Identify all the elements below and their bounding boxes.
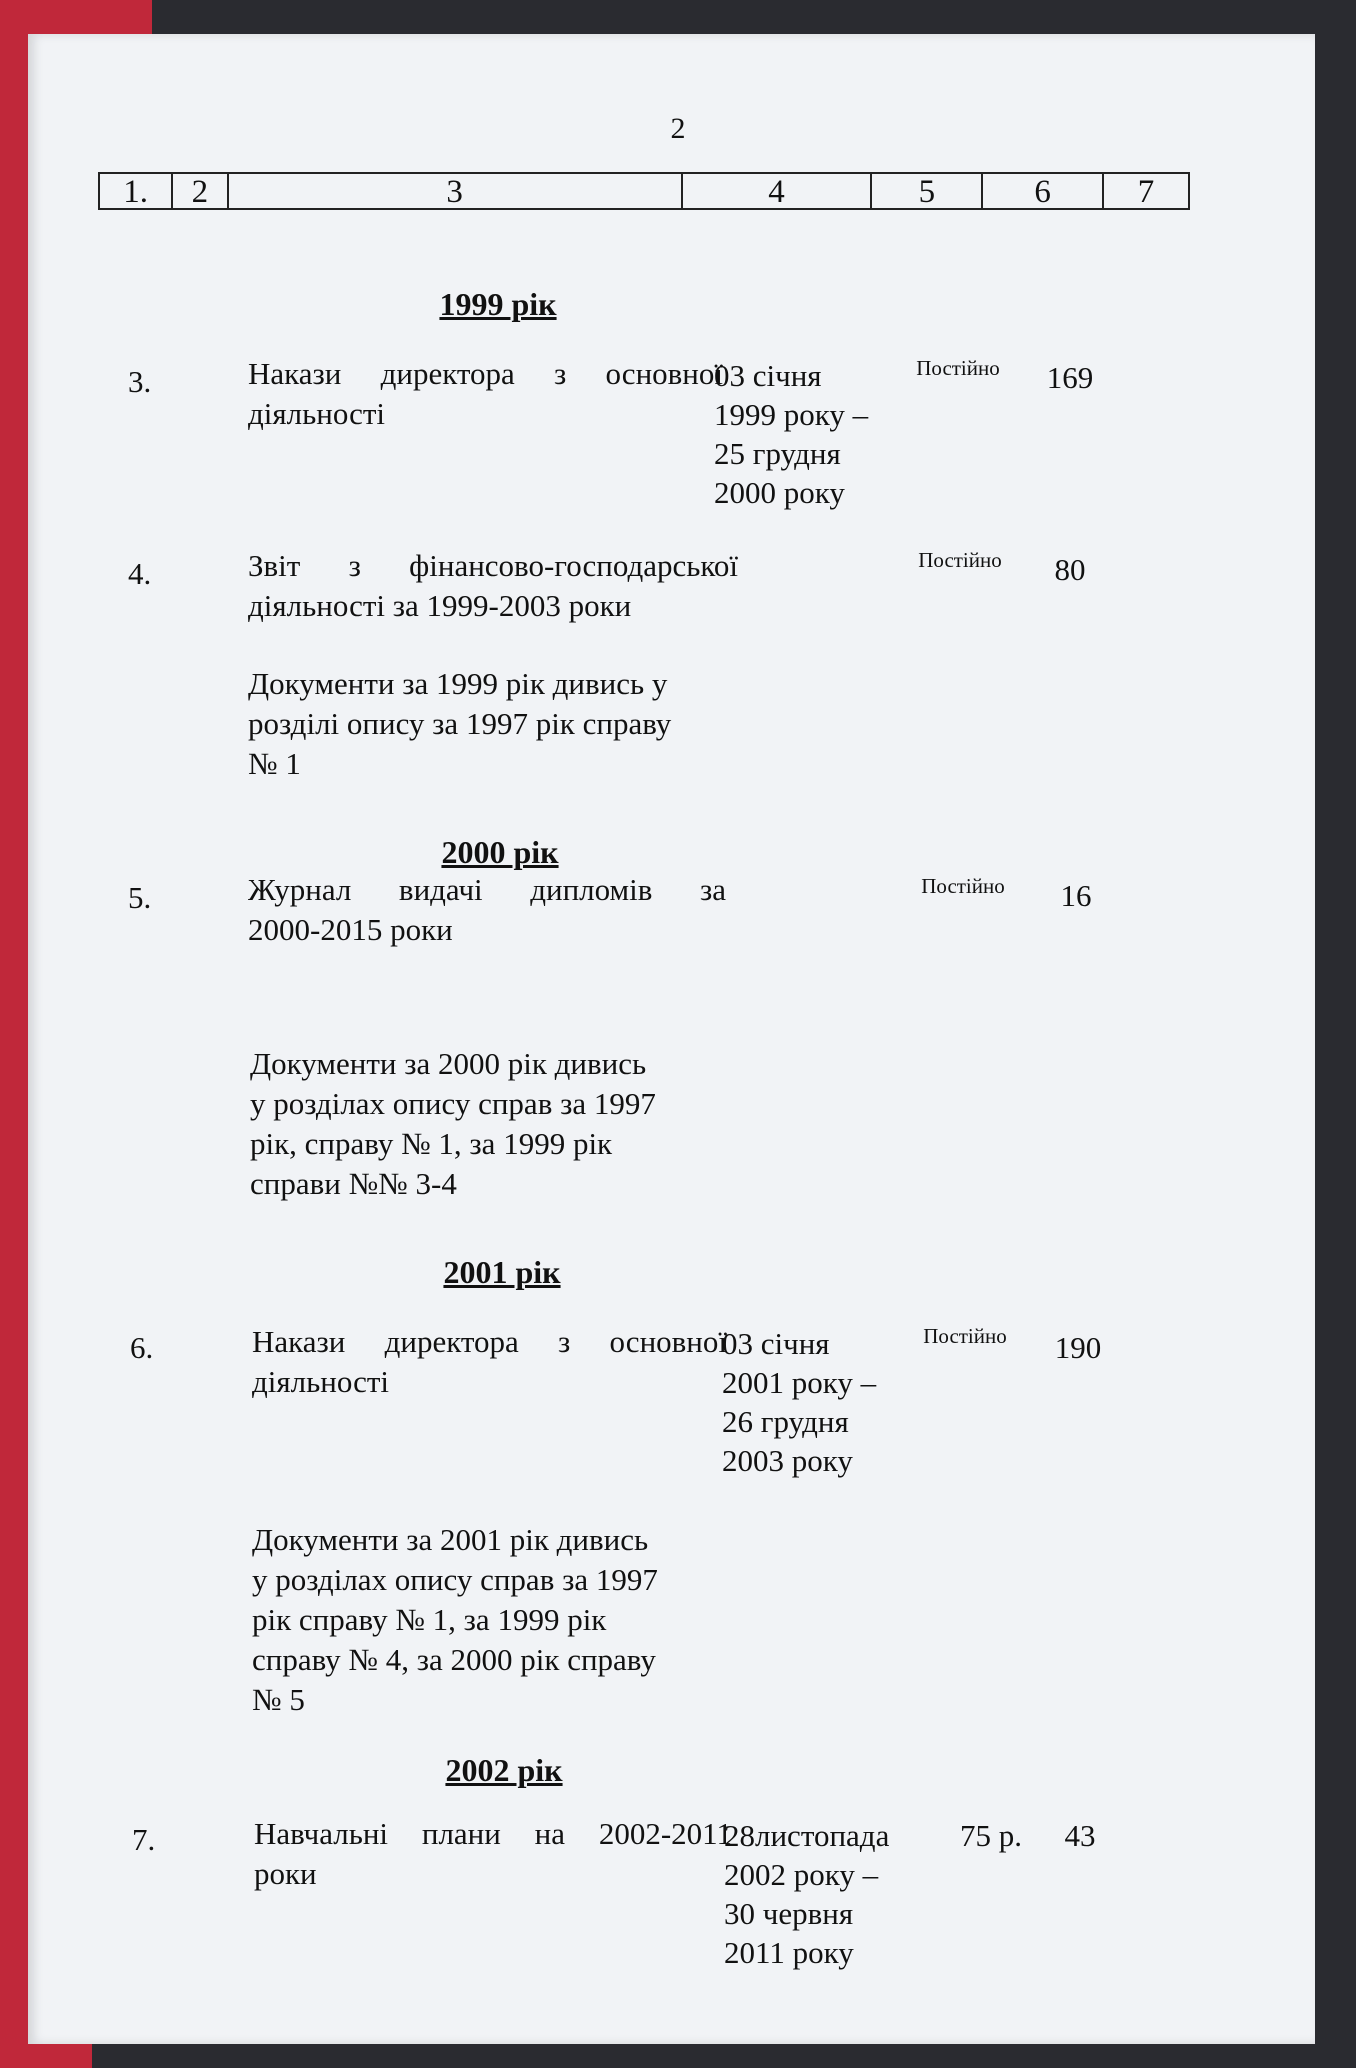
year-heading-2002: 2002 рік	[445, 1752, 563, 1788]
column-header-1: 1.	[100, 174, 173, 208]
entry-number: 7.	[132, 1822, 156, 1857]
document-page	[28, 34, 1315, 2044]
entry-sheet-count: 80	[1054, 552, 1086, 587]
entry-sheet-count: 43	[1064, 1818, 1096, 1853]
column-header-2: 2	[173, 174, 228, 208]
page-number: 2	[670, 112, 686, 145]
column-header-6: 6	[983, 174, 1104, 208]
binding-bottom	[32, 2040, 92, 2068]
entry-number: 4.	[128, 556, 152, 591]
column-header-5: 5	[872, 174, 983, 208]
entry-retention-term: Постійно	[921, 874, 1005, 898]
entry-retention-term: Постійно	[923, 1324, 1007, 1348]
entry-retention-term: Постійно	[916, 356, 1000, 380]
entry-number: 5.	[128, 880, 152, 915]
entry-title: Звіт з фінансово-господарської діяльності за 1999-2003 роки	[248, 548, 738, 623]
entry-title: Накази директора з основної діяльності	[248, 356, 723, 431]
column-header-7: 7	[1137, 174, 1155, 210]
entry-number: 3.	[128, 364, 152, 399]
entry-sheet-count: 169	[1046, 360, 1094, 395]
entry-dates: 03 січня 2001 року – 26 грудня 2003 року	[722, 1326, 877, 1478]
cross-reference-note: Документи за 1999 рік дивись у розділі опису за 1997 рік справу № 1	[248, 666, 672, 781]
cross-reference-note: Документи за 2001 рік дивись у розділах опису справ за 1997 рік справу № 1, за 1999 рік справу № 4, за 2000 рік справу № 5	[252, 1522, 658, 1717]
entry-title: Навчальні плани на 2002-2011 роки	[254, 1816, 732, 1891]
entry-dates: 03 січня 1999 року – 25 грудня 2000 року	[714, 358, 869, 510]
year-heading-1999: 1999 рік	[439, 286, 557, 322]
year-heading-2001: 2001 рік	[443, 1254, 561, 1290]
entry-retention-term: Постійно	[918, 548, 1002, 572]
column-header-row	[98, 172, 1190, 210]
entry-retention-term: 75 р.	[960, 1818, 1022, 1853]
cross-reference-note: Документи за 2000 рік дивись у розділах опису справ за 1997 рік, справу № 1, за 1999 рік справи №№ 3-4	[250, 1046, 656, 1201]
column-header-4: 4	[683, 174, 873, 208]
year-heading-2000: 2000 рік	[441, 834, 559, 870]
entry-sheet-count: 16	[1060, 878, 1092, 913]
entry-dates: 28листопада 2002 року – 30 червня 2011 року	[724, 1818, 890, 1970]
entry-title: Журнал видачі дипломів за 2000-2015 роки	[248, 872, 726, 947]
entry-sheet-count: 190	[1054, 1330, 1102, 1365]
entry-number: 6.	[130, 1330, 154, 1365]
column-header-3: 3	[229, 174, 683, 208]
entry-title: Накази директора з основної діяльності	[252, 1324, 727, 1399]
